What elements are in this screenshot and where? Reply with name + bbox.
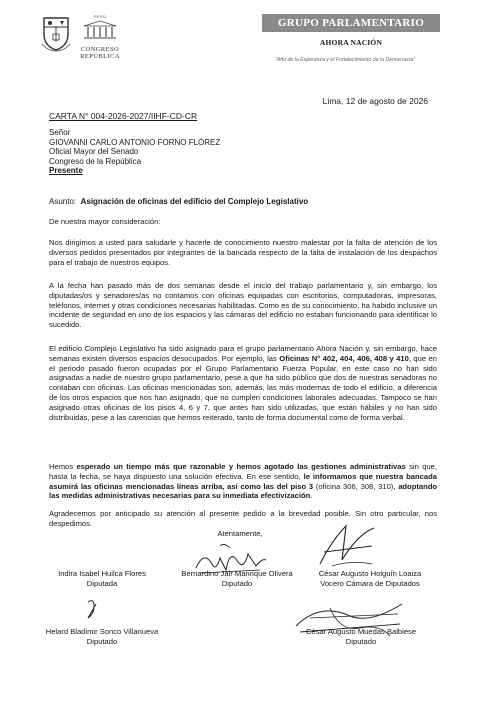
paragraph-4-part-f: adoptando las medidas administrativas necesarias para su inmediata efectivización xyxy=(49,481,437,501)
paragraph-4-part-g: . xyxy=(310,491,313,501)
signer-1-role: Diputada xyxy=(86,578,118,588)
addressee-position: Oficial Mayor del Senado xyxy=(49,147,139,157)
greeting: De nuestra mayor consideración: xyxy=(49,217,161,226)
signer-2 xyxy=(164,569,310,588)
national-seal-icon xyxy=(40,14,72,52)
paragraph-2: A la fecha han pasado más de dos semanas desde el inicio del trabajo parlamentario y, sin embargo, los diputadas/os y senadores/as no contamos con oficinas equipadas con escritorios, computadoras, impresoras, teléfonos, internet y otras condiciones necesarias habilitadas. Como es de su conocimiento, ha habido inclusive un incidente de seguridad en uno de los espacios y las cámaras del edificio no estaban funcionando para identificar lo sucedido. xyxy=(49,281,437,330)
paragraph-4-part-a: Hemos xyxy=(49,462,77,471)
paragraph-4-part-d: le informamos que nuestra bancada asumirá las oficinas mencionadas líneas arriba, así como las del piso 3 xyxy=(49,471,437,491)
signer-3 xyxy=(310,569,430,588)
closing: Atentamente, xyxy=(217,529,263,538)
signer-4 xyxy=(32,627,172,646)
subject-text: Asignación de oficinas del edificio del Complejo Legislativo xyxy=(80,197,309,206)
party-name: AHORA NACIÓN xyxy=(319,38,383,47)
signer-4-name: Helard Bladimir Sonco Villanueva xyxy=(45,627,159,636)
paragraph-4-part-e: (oficina 306, 308, 310), xyxy=(313,481,399,491)
paragraph-3-part-a: El edificio Complejo Legislativo ha sido asignado para el grupo parlamentario Ahora Nación y, sin embargo, hace semanas existen diversos espacios desocupados. Por ejemplo, las xyxy=(49,344,437,363)
signer-4-role: Diputado xyxy=(86,636,118,646)
congress-logo xyxy=(78,14,122,60)
subject-line xyxy=(49,197,308,206)
paragraph-4 xyxy=(49,462,437,501)
signer-5 xyxy=(296,627,426,646)
addressee-salutation: Señor xyxy=(49,128,71,137)
signer-5-name: César Augusto Muedas Balbiese xyxy=(305,627,417,636)
paragraph-3-offices: Oficinas N° 402, 404, 406, 408 y 410 xyxy=(279,353,409,363)
year-motto: "Año de la Esperanza y el Fortalecimiento de la Democracia" xyxy=(274,57,416,63)
addressee-block xyxy=(49,128,220,176)
addressee-name: GIOVANNI CARLO ANTONIO FORNO FLÓREZ xyxy=(49,137,221,147)
paragraph-1: Nos dirigimos a usted para saludarle y hacerle de conocimiento nuestro malestar por la falta de atención de los diversos pedidos presentados por integrantes de la bancada respecto de la falta de instalación de los despachos para el trabajo de nuestros equipos. xyxy=(49,238,437,267)
paragraph-3 xyxy=(49,344,437,422)
signer-1-name: Indira Isabel Huilca Flores xyxy=(58,569,146,578)
signer-5-role: Diputado xyxy=(345,636,377,646)
congress-columns-icon xyxy=(80,20,120,40)
signer-1 xyxy=(42,569,162,588)
paragraph-4-part-c: sin que, hasta la fecha, se haya dispuesto una solución efectiva. En ese sentido, xyxy=(49,462,437,481)
signature-sonco xyxy=(82,596,102,624)
letter-reference: CARTA N° 004-2026-2027/IIHF-CD-CR xyxy=(49,111,198,121)
signer-2-name: Bernardino Jair Manrique Olivera xyxy=(181,569,293,578)
group-banner: GRUPO PARLAMENTARIO xyxy=(262,14,440,32)
paragraph-5: Agradecemos por anticipado su atención al presente pedido a la brevedad posible. Sin otro particular, nos despedimos. xyxy=(49,509,437,528)
addressee-presente: Presente xyxy=(49,166,83,176)
subject-label: Asunto: xyxy=(49,197,77,206)
signer-2-role: Diputado xyxy=(221,578,253,588)
letter-date: Lima, 12 de agosto de 2026 xyxy=(322,96,428,106)
congress-name-1: CONGRESO xyxy=(80,46,120,53)
signature-holguin xyxy=(312,520,382,572)
paragraph-3-part-c: , que en el periodo pasado fueron ocupadas por el Grupo Parlamentario Fuerza Popular, en este caso no han sido asignadas a nadie de nuestro grupo parlamentario, pese a que ha sido público que dos de nuestras senadoras no contaban con oficinas. Las oficinas mencionadas son, además, las más modernas de todo el edificio, a diferencia de los otros espacios que nos han asignado, que no cumplen condiciones laborales adecuadas. Tampoco se han asignado otras oficinas de los pisos 4, 6 y 7, que antes han sido utilizadas, que están hábiles y no han sido distribuidas, pese a las carencias que hemos reiterado, tanto de forma documental como de forma verbal. xyxy=(49,353,437,422)
congress-name-2: REPÚBLICA xyxy=(80,53,120,61)
signer-3-name: César Augusto Holguín Loaiza xyxy=(318,569,422,578)
congress-top-text: PERÚ xyxy=(93,14,107,19)
signer-3-role: Vocero Cámara de Diputados xyxy=(320,578,420,588)
paragraph-4-part-b: esperado un tiempo más que razonable y hemos agotado las gestiones administrativas xyxy=(76,462,406,471)
addressee-institution: Congreso de la República xyxy=(49,156,142,166)
